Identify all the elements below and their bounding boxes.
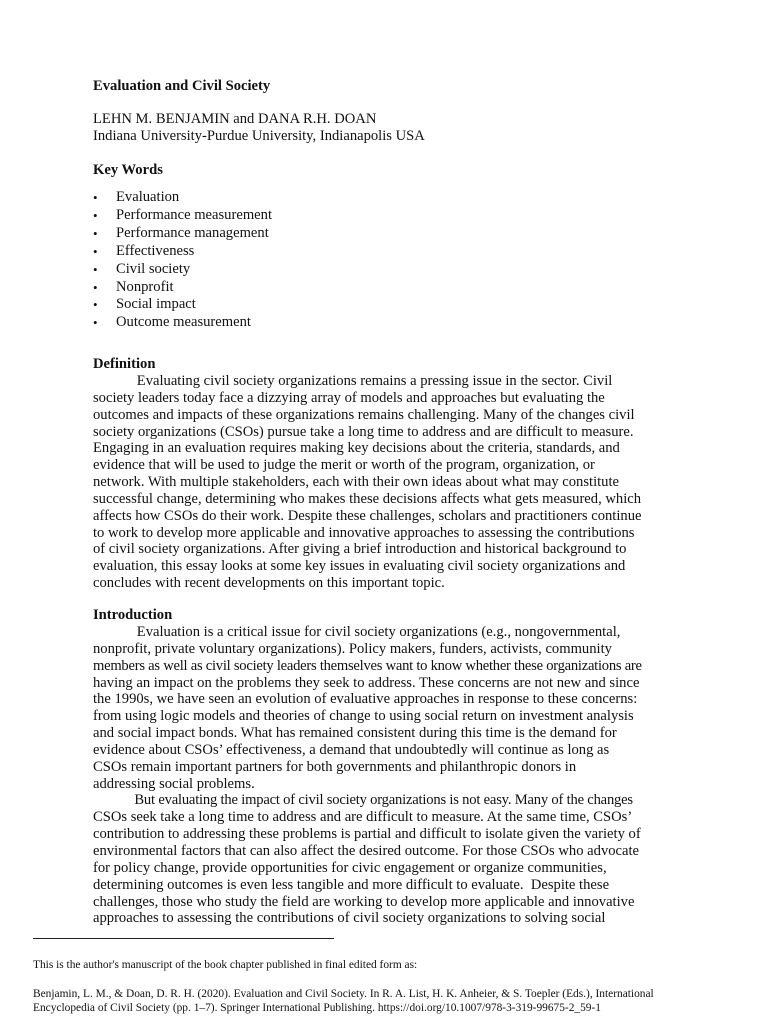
text-line: contribution to addressing these problems is partial and difficult to isolate given the variety of [93, 826, 641, 843]
text-line: to work to develop more applicable and innovative approaches to assessing the contributions [93, 524, 635, 541]
keyword-item: Effectiveness [116, 243, 195, 259]
text-line: evidence about CSOs’ effectiveness, a demand that undoubtedly will continue as long as [93, 741, 610, 758]
keyword-item: Nonprofit [116, 279, 174, 295]
text-line: society organizations (CSOs) pursue take a long time to address and are difficult to measure. [93, 423, 634, 440]
text-line: Evaluating civil society organizations remains a pressing issue in the sector. Civil [93, 373, 613, 389]
document-title: Evaluation and Civil Society [93, 78, 271, 94]
footnote-citation-line: Benjamin, L. M., & Doan, D. R. H. (2020). Evaluation and Civil Society. In R. A. List, H. K. Anheier, & S. Toepler (Eds.), International [33, 988, 654, 1000]
text-line: of civil society organizations. After giving a brief introduction and historical background to [93, 541, 627, 558]
affiliation-line: Indiana University-Purdue University, Indianapolis USA [93, 128, 425, 144]
bullet-icon: • [93, 226, 98, 241]
text-line: network. With multiple stakeholders, each with their own ideas about what may constitute [93, 474, 620, 491]
definition-heading: Definition [93, 356, 156, 372]
footnote-divider [33, 938, 334, 939]
text-line: Evaluation is a critical issue for civil society organizations (e.g., nongovernmental, [93, 624, 621, 640]
footnote-citation-line: Encyclopedia of Civil Society (pp. 1–7). Springer International Publishing. https://doi.org/10.1007/978-3-319-99675-2_59-1 [33, 1002, 601, 1014]
keyword-item: Evaluation [116, 189, 180, 205]
text-line: CSOs seek take a long time to address and are difficult to measure. At the same time, CSOs’ [93, 809, 633, 826]
text-line: successful change, determining who makes these decisions affects what gets measured, which [93, 490, 642, 507]
footnote-note: This is the author's manuscript of the book chapter published in final edited form as: [33, 959, 418, 971]
introduction-heading: Introduction [93, 607, 173, 623]
keyword-item: Performance measurement [116, 207, 272, 223]
text-line: evidence that will be used to judge the merit or worth of the program, organization, or [93, 457, 595, 474]
bullet-icon: • [93, 208, 98, 223]
keyword-item: Performance management [116, 225, 269, 241]
text-line: outcomes and impacts of these organizations remains challenging. Many of the changes civil [93, 406, 635, 423]
authors-line: LEHN M. BENJAMIN and DANA R.H. DOAN [93, 111, 377, 127]
text-line: from using logic models and theories of change to using social return on investment analysis [93, 708, 634, 725]
keyword-item: Outcome measurement [116, 314, 251, 330]
text-line: Engaging in an evaluation requires making key decisions about the criteria, standards, and [93, 440, 620, 457]
bullet-icon: • [93, 262, 98, 277]
bullet-icon: • [93, 297, 98, 312]
text-line: and social impact bonds. What has remained consistent during this time is the demand for [93, 725, 617, 742]
bullet-icon: • [93, 315, 98, 330]
text-line: challenges, those who study the field are working to develop more applicable and innovative [93, 893, 635, 910]
text-line: concludes with recent developments on this important topic. [93, 575, 445, 592]
definition-paragraph [93, 373, 676, 592]
text-line: having an impact on the problems they seek to address. These concerns are not new and since [93, 674, 640, 691]
bullet-icon: • [93, 244, 98, 259]
text-line: addressing social problems. [93, 775, 255, 792]
text-line: determining outcomes is even less tangible and more difficult to evaluate. Despite these [93, 876, 610, 893]
keyword-item: Social impact [116, 296, 196, 312]
bullet-icon: • [93, 280, 98, 295]
keyword-item: Civil society [116, 261, 191, 277]
text-line: approaches to assessing the contributions of civil society organizations to solving social [93, 910, 606, 927]
text-line: for policy change, provide opportunities for civic engagement or organize communities, [93, 859, 607, 876]
text-line: the 1990s, we have seen an evolution of evaluative approaches in response to these concerns: [93, 691, 638, 708]
text-line: But evaluating the impact of civil society organizations is not easy. Many of the changes [93, 792, 633, 809]
introduction-paragraph [93, 624, 676, 927]
bullet-icon: • [93, 190, 98, 205]
text-line: society leaders today face a dizzying array of models and approaches but evaluating the [93, 389, 605, 406]
text-line: members as well as civil society leaders themselves want to know whether these organizations are [93, 657, 642, 674]
text-line: evaluation, this essay looks at some key issues in evaluating civil society organizations and [93, 558, 626, 575]
text-line: nonprofit, private voluntary organizations). Policy makers, funders, activists, community [93, 640, 612, 657]
text-line: affects how CSOs do their work. Despite these challenges, scholars and practitioners continue [93, 507, 642, 524]
text-line: CSOs remain important partners for both governments and philanthropic donors in [93, 758, 577, 775]
text-line: environmental factors that can also affect the desired outcome. For those CSOs who advocate [93, 842, 640, 859]
keywords-heading: Key Words [93, 162, 163, 178]
